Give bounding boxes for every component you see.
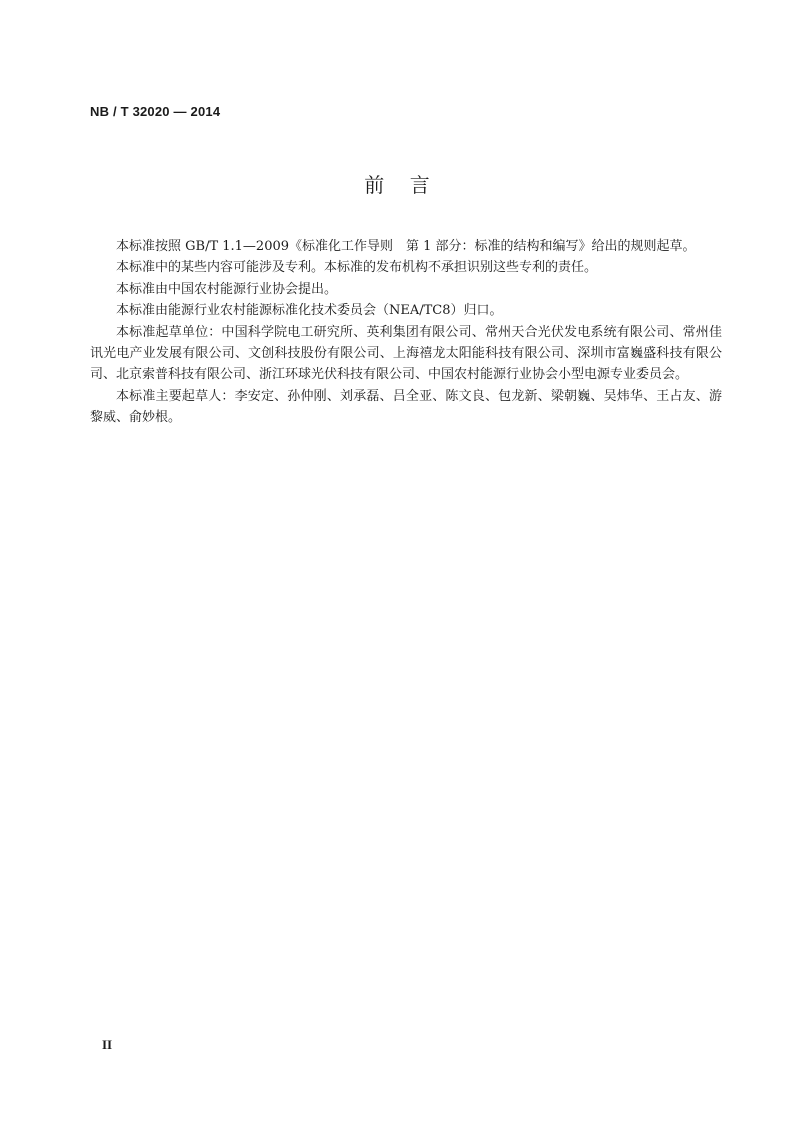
paragraph-patent-notice: 本标准中的某些内容可能涉及专利。本标准的发布机构不承担识别这些专利的责任。 <box>116 260 598 276</box>
paragraph-committee: 本标准由能源行业农村能源标准化技术委员会（NEA/TC8）归口。 <box>116 303 503 319</box>
paragraph-drafting-units: 本标准起草单位：中国科学院电工研究所、英利集团有限公司、常州天合光伏发电系统有限公司、常州佳讯光电产业发展有限公司、文创科技股份有限公司、上海禧龙太阳能科技有限公司、深圳市富巍盛科技有限公司、北京索普科技有限公司、浙江环球光伏科技有限公司、中国农村能源行业协会小型电源专业委员会。 <box>90 324 722 383</box>
standard-code: NB / T 32020 — 2014 <box>90 104 221 119</box>
paragraph-drafters: 本标准主要起草人：李安定、孙仲刚、刘承磊、吕全亚、陈文良、包龙新、梁朝巍、吴炜华、王占友、游黎威、俞妙根。 <box>90 388 722 426</box>
paragraph-drafting-rules: 本标准按照 GB/T 1.1—2009《标准化工作导则 第 1 部分：标准的结构和编写》给出的规则起草。 <box>116 239 696 254</box>
foreword-body <box>90 236 722 429</box>
page-number: II <box>102 1037 113 1052</box>
paragraph-proposer: 本标准由中国农村能源行业协会提出。 <box>116 281 338 297</box>
page-title: 前 言 <box>364 173 430 197</box>
